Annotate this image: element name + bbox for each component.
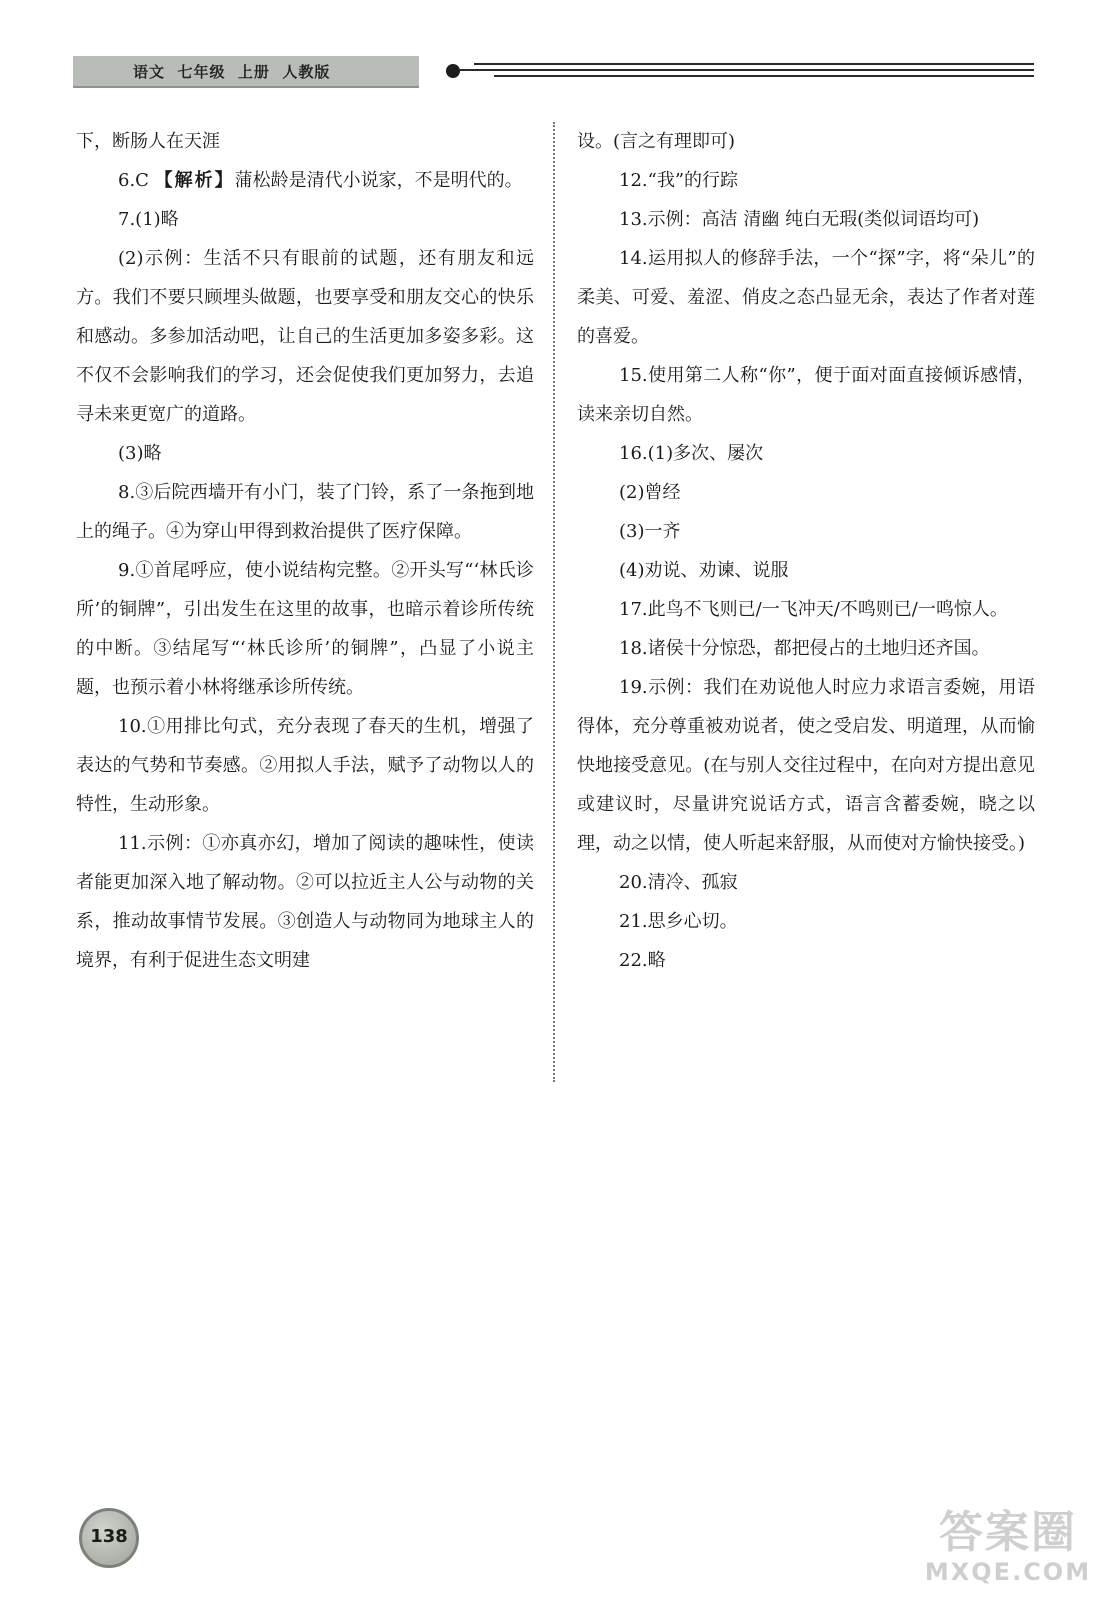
answer-item: [76, 551, 534, 707]
answer-text: 17.此鸟不飞则已/一飞冲天/不鸣则已/一鸣惊人。: [619, 599, 1008, 620]
answer-text: 14.运用拟人的修辞手法，一个“探”字，将“朵儿”的柔美、可爱、羞涩、俏皮之态凸显无余，表达了作者对莲的喜爱。: [577, 248, 1035, 347]
answer-text: 12.“我”的行踪: [619, 170, 739, 191]
answer-text: 15.使用第二人称“你”，便于面对面直接倾诉感情，读来亲切自然。: [577, 365, 1035, 425]
answer-text: 10.①用排比句式，充分表现了春天的生机，增强了表达的气势和节奏感。②用拟人手法，赋予了动物以人的特性，生动形象。: [76, 716, 534, 815]
answer-text: 11.示例：①亦真亦幻，增加了阅读的趣味性，使读者能更加深入地了解动物。②可以拉近主人公与动物的关系，推动故事情节发展。③创造人与动物同为地球主人的境界，有利于促进生态文明建: [76, 833, 534, 971]
answer-text: 18.诸侯十分惊恐，都把侵占的土地归还齐国。: [619, 638, 990, 659]
analysis-tag: 【解析】: [154, 170, 235, 191]
answer-text: 20.清冷、孤寂: [619, 872, 738, 893]
answer-item: [577, 902, 1035, 941]
answer-text: 13.示例：高洁 清幽 纯白无瑕(类似词语均可): [619, 209, 980, 230]
answer-text: (3)一齐: [619, 521, 681, 542]
column-divider: [553, 122, 555, 1082]
answer-text: (2)曾经: [619, 482, 681, 503]
watermark-domain: MXQE.COM: [924, 1558, 1092, 1586]
answer-text: (3)略: [118, 443, 162, 464]
answer-text: 19.示例：我们在劝说他人时应力求语言委婉，用语得体，充分尊重被劝说者，使之受启发、明道理，从而愉快地接受意见。(在与别人交往过程中，在向对方提出意见或建议时，尽量讲究说话方式，语言含蓄委婉，晓之以理，动之以情，使人听起来舒服，从而使对方愉快接受。): [577, 677, 1035, 854]
answer-item: [577, 863, 1035, 902]
answer-item: [577, 629, 1035, 668]
answer-item: [577, 434, 1035, 473]
answer-item: [577, 941, 1035, 980]
page-number-badge: [79, 1508, 139, 1568]
answer-text: 21.思乡心切。: [619, 911, 738, 932]
answer-item: [76, 434, 534, 473]
answer-item: [577, 590, 1035, 629]
watermark-logo-text: 答案圈: [939, 1507, 1077, 1558]
answer-text: 16.(1)多次、屡次: [619, 443, 764, 464]
answer-item: [577, 473, 1035, 512]
answer-text: (2)示例：生活不只有眼前的试题，还有朋友和远方。我们不要只顾埋头做题，也要享受和朋友交心的快乐和感动。多参加活动吧，让自己的生活更加多姿多彩。这不仅不会影响我们的学习，还会促使我们更加努力，去追寻未来更宽广的道路。: [76, 248, 534, 425]
answer-text: (4)劝说、劝谏、说服: [619, 560, 789, 581]
page-number: 138: [90, 1526, 128, 1547]
answer-item: [76, 161, 534, 200]
answer-item: [76, 707, 534, 824]
answer-item: [76, 239, 534, 434]
header-title: 语文 七年级 上册 人教版: [133, 63, 331, 81]
answer-item: [577, 512, 1035, 551]
right-answer-column: [577, 122, 1035, 980]
answer-text: 设。(言之有理即可): [577, 131, 736, 152]
answer-item: [577, 161, 1035, 200]
answer-label: 6.C: [118, 170, 155, 191]
answer-item: [76, 200, 534, 239]
site-watermark: [918, 1508, 1098, 1592]
header-rule-lines: [460, 63, 1034, 81]
answer-item: [577, 668, 1035, 863]
answer-item: [577, 356, 1035, 434]
answer-item: [577, 551, 1035, 590]
answer-text: 22.略: [619, 950, 666, 971]
answer-item: [577, 200, 1035, 239]
header-dot-ornament: [446, 64, 460, 78]
left-answer-column: [76, 122, 534, 980]
answer-item: [76, 122, 534, 161]
answer-item: [577, 239, 1035, 356]
header-band: [73, 56, 419, 88]
answer-text: 蒲松龄是清代小说家，不是明代的。: [234, 170, 523, 191]
answer-text: 8.③后院西墙开有小门，装了门铃，系了一条拖到地上的绳子。④为穿山甲得到救治提供了医疗保障。: [76, 482, 534, 542]
answer-item: [76, 824, 534, 980]
answer-item: [76, 473, 534, 551]
answer-text: 7.(1)略: [118, 209, 179, 230]
answer-text: 下，断肠人在天涯: [76, 131, 220, 152]
answer-item: [577, 122, 1035, 161]
answer-text: 9.①首尾呼应，使小说结构完整。②开头写“‘林氏诊所’的铜牌”，引出发生在这里的故事，也暗示着诊所传统的中断。③结尾写“‘林氏诊所’的铜牌”，凸显了小说主题，也预示着小林将继承诊所传统。: [76, 560, 534, 698]
